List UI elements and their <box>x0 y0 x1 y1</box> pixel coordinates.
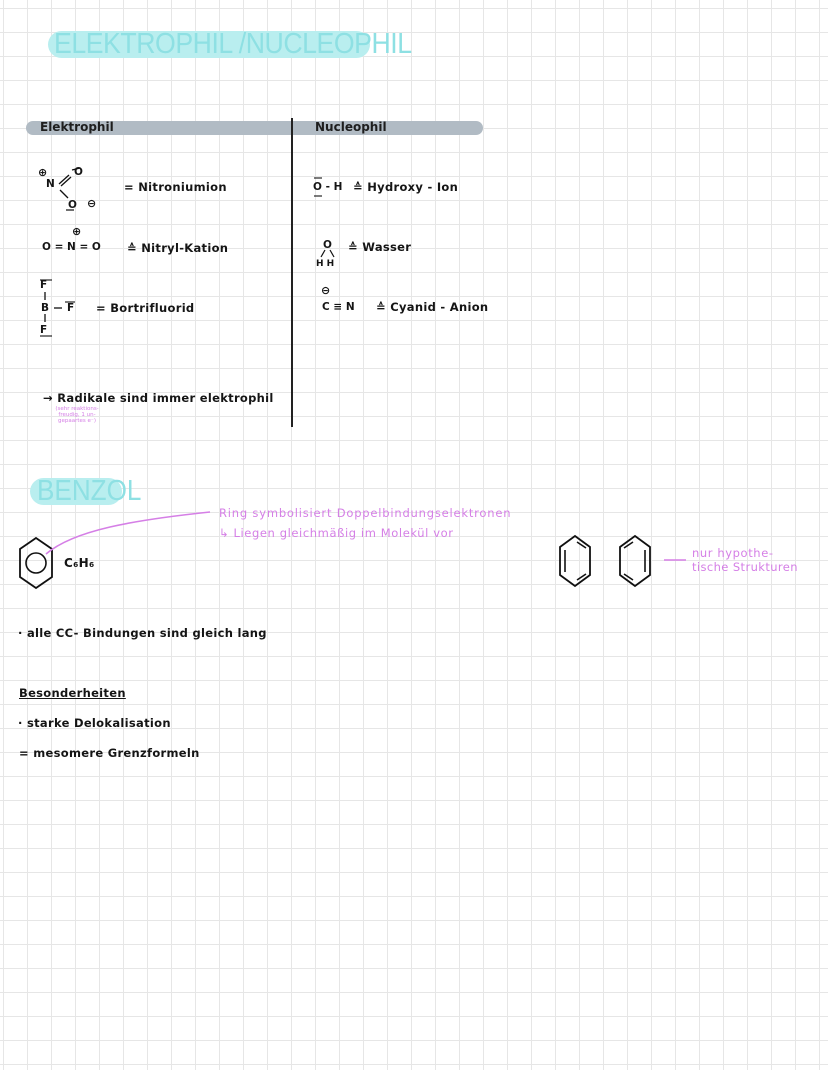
header-elektrophil: Elektrophil <box>40 120 114 134</box>
annotation-arrow <box>44 508 214 558</box>
besonderheit-delokalisation: · starke Delokalisation <box>18 716 171 730</box>
hypothetical-dash <box>664 558 688 562</box>
nitroniumion-label: = Nitroniumion <box>124 180 227 194</box>
table-divider <box>291 118 293 427</box>
bf-fluor-right: F <box>67 302 75 314</box>
cyanid-formula: C ≡ N <box>322 301 355 313</box>
water-hydrogens: H H <box>316 259 335 269</box>
hypothetical-label-1: nur hypothe- <box>692 546 774 560</box>
benzol-heading: BENZOL <box>37 475 142 507</box>
hypothetical-label-2: tische Strukturen <box>692 560 798 574</box>
plus-charge-icon: ⊕ <box>38 166 48 179</box>
ring-annotation: Ring symbolisiert Doppelbindungselektronen <box>219 506 512 520</box>
nitronium-n: N <box>46 178 55 190</box>
nitryl-formula: O = N = O <box>42 241 101 253</box>
kekule-structure-icon <box>618 534 652 590</box>
minus-charge-icon: ⊖ <box>321 284 331 297</box>
bf-fluor-bottom: F <box>40 324 48 336</box>
water-oxygen: O <box>323 239 332 251</box>
hydroxy-formula: O - H <box>313 181 343 193</box>
bf-fluor-top: F <box>40 279 48 291</box>
radikale-subnote: (sehr reaktions- freudig, 1 un- gepaartes e⁻) <box>55 406 99 424</box>
plus-charge-icon: ⊕ <box>72 225 82 238</box>
benzol-formula: C₆H₆ <box>64 556 95 570</box>
wasser-label: ≙ Wasser <box>348 240 412 254</box>
hydroxy-lone-pairs <box>312 176 326 200</box>
besonderheit-grenzformeln: = mesomere Grenzformeln <box>19 746 200 760</box>
ring-annotation-2: ↳ Liegen gleichmäßig im Molekül vor <box>219 526 454 540</box>
nitronium-o-bottom: O <box>68 199 77 211</box>
bond-length-fact: · alle CC- Bindungen sind gleich lang <box>18 626 267 640</box>
hydroxy-ion-label: ≙ Hydroxy - Ion <box>353 180 459 194</box>
nitryl-kation-label: ≙ Nitryl-Kation <box>127 241 229 255</box>
nitronium-o-top: O <box>74 166 83 178</box>
bf-bor: B <box>41 302 50 314</box>
header-nucleophil: Nucleophil <box>315 120 387 134</box>
besonderheiten-heading: Besonderheiten <box>19 686 126 700</box>
minus-charge-icon: ⊖ <box>87 197 97 210</box>
radikale-note: → Radikale sind immer elektrophil <box>43 391 274 405</box>
page-title: ELEKTROPHIL /NUCLEOPHIL <box>54 28 412 60</box>
kekule-structure-icon <box>558 534 592 590</box>
bortrifluorid-label: = Bortrifluorid <box>96 301 195 315</box>
cyanid-anion-label: ≙ Cyanid - Anion <box>376 300 489 314</box>
